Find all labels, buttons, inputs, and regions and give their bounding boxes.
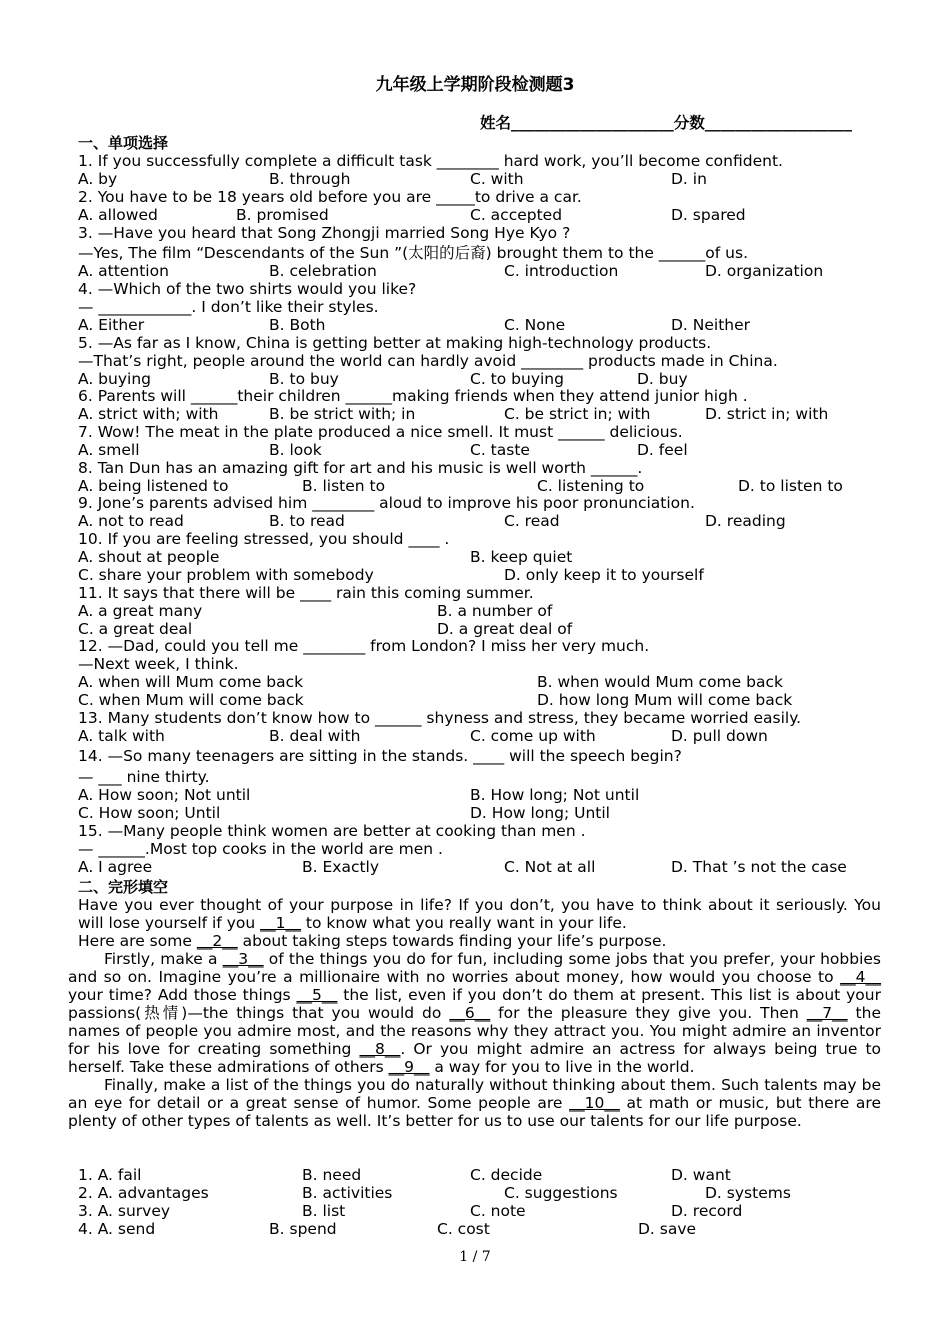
question-4-option-d: D. Neither — [671, 316, 751, 334]
question-7-stem: 7. Wow! The meat in the plate produced a nice smell. It must ______ delicious. — [78, 423, 683, 441]
name-blank: _____________________ — [511, 114, 674, 132]
question-9-option-b: B. to read — [269, 512, 345, 530]
question-10-option-b: B. keep quiet — [470, 548, 573, 566]
cloze-blank-1: __1__ — [260, 914, 301, 932]
cloze-4-option-d: D. save — [638, 1220, 697, 1238]
cloze-option-row-3 — [0, 1202, 950, 1220]
cloze-2-option-d: D. systems — [705, 1184, 791, 1202]
question-11-options — [0, 620, 950, 638]
question-11-option-a: A. a great many — [78, 602, 203, 620]
question-15-option-b: B. Exactly — [302, 858, 380, 876]
question-8-option-b: B. listen to — [302, 477, 386, 495]
cloze-passage — [68, 896, 881, 1130]
question-15-options — [0, 858, 950, 876]
question-8-option-d: D. to listen to — [738, 477, 843, 495]
cloze-paragraph-4: Finally, make a list of the things you do naturally without thinking about them. Such talents may be an eye for detail or a great sense of humor. Some people are __10__ at math or music, but there are plenty of other types of talents as well. It’s better for us to use our talents for our life purpose. — [68, 1076, 882, 1130]
cloze-paragraph-3: Firstly, make a __3__ of the things you do for fun, including some jobs that you prefer, your hobbies and so on. Imagine you’re a millionaire with no worries about money, how would you choose to __4__ your time? Add those things __5__ the list, even if you don’t do them at present. This list is about your passions(热情)—the things that you would do __6__ for the pleasure they give you. Then __7__ the names of people you admire most, and the reasons why they attract you. You might admire an inventor for his love for creating something __8__. Or you might admire an actress for always being true to herself. Take these admirations of others __9__ a way for you to live in the world. — [68, 950, 882, 1076]
question-8-option-c: C. listening to — [537, 477, 645, 495]
cloze-paragraph-2: Here are some __2__ about taking steps towards finding your life’s purpose. — [78, 932, 667, 950]
question-10-stem: 10. If you are feeling stressed, you should ____ . — [78, 530, 450, 548]
question-6-option-b: B. be strict with; in — [269, 405, 416, 423]
question-10-option-c: C. share your problem with somebody — [78, 566, 374, 584]
question-13-stem: 13. Many students don’t know how to ______ shyness and stress, they became worried easily. — [78, 709, 802, 727]
question-9-option-a: A. not to read — [78, 512, 184, 530]
cloze-blank-8: __8__ — [359, 1040, 401, 1058]
question-10-option-d: D. only keep it to yourself — [504, 566, 704, 584]
question-15-option-d: D. That ’s not the case — [671, 858, 847, 876]
question-14-options — [0, 786, 950, 804]
cloze-blank-6: __6__ — [449, 1004, 491, 1022]
cloze-1-option-c: C. decide — [470, 1166, 543, 1184]
question-11-option-c: C. a great deal — [78, 620, 193, 638]
question-1-option-b: B. through — [269, 170, 351, 188]
cloze-blank-3: __3__ — [222, 950, 264, 968]
question-4-option-b: B. Both — [269, 316, 326, 334]
question-10-options — [0, 548, 950, 566]
question-1-option-a: A. by — [78, 170, 118, 188]
question-4-stem: — ____________. I don’t like their styles. — [78, 298, 379, 316]
cloze-1-option-d: D. want — [671, 1166, 731, 1184]
page-number: 1 / 7 — [459, 1249, 491, 1265]
question-12-options — [0, 691, 950, 709]
cloze-blank-7: __7__ — [806, 1004, 848, 1022]
question-5-option-d: D. buy — [637, 370, 688, 388]
question-14-stem: 14. —So many teenagers are sitting in the stands. ____ will the speech begin? — [78, 747, 682, 765]
question-3-stem: —Yes, The film “Descendants of the Sun ”(太阳的后裔) brought them to the ______of us. — [78, 244, 748, 262]
question-2-option-d: D. spared — [671, 206, 746, 224]
question-13-options — [0, 727, 950, 745]
question-12-stem: 12. —Dad, could you tell me ________ from London? I miss her very much. — [78, 637, 650, 655]
question-2-options — [0, 206, 950, 224]
question-8-stem: 8. Tan Dun has an amazing gift for art and his music is well worth ______. — [78, 459, 643, 477]
section-title-cloze: 二、完形填空 — [78, 878, 169, 896]
question-7-option-d: D. feel — [637, 441, 688, 459]
question-3-option-a: A. attention — [78, 262, 169, 280]
cloze-2-option-c: C. suggestions — [504, 1184, 618, 1202]
question-3-option-b: B. celebration — [269, 262, 377, 280]
cloze-option-row-2 — [0, 1184, 950, 1202]
question-4-option-c: C. None — [504, 316, 566, 334]
question-1-option-c: C. with — [470, 170, 524, 188]
question-12-option-c: C. when Mum will come back — [78, 691, 304, 709]
question-9-options — [0, 512, 950, 530]
question-14-option-c: C. How soon; Until — [78, 804, 221, 822]
question-10-option-a: A. shout at people — [78, 548, 220, 566]
question-9-option-d: D. reading — [705, 512, 786, 530]
question-6-option-d: D. strict in; with — [705, 405, 829, 423]
name-score-line — [480, 114, 852, 132]
question-5-options — [0, 370, 950, 388]
question-5-option-b: B. to buy — [269, 370, 339, 388]
question-6-option-c: C. be strict in; with — [504, 405, 651, 423]
cloze-1-option-b: B. need — [302, 1166, 362, 1184]
question-6-options — [0, 405, 950, 423]
question-11-option-b: B. a number of — [437, 602, 553, 620]
question-12-option-d: D. how long Mum will come back — [537, 691, 793, 709]
question-8-options — [0, 477, 950, 495]
question-14-stem: — ___ nine thirty. — [78, 768, 210, 786]
question-12-option-b: B. when would Mum come back — [537, 673, 783, 691]
cloze-blank-9: __9__ — [388, 1058, 430, 1076]
question-15-option-a: A. I agree — [78, 858, 153, 876]
cloze-2-option-a: 2. A. advantages — [78, 1184, 209, 1202]
cloze-option-row-1 — [0, 1166, 950, 1184]
question-5-stem: 5. —As far as I know, China is getting better at making high-technology products. — [78, 334, 712, 352]
question-15-option-c: C. Not at all — [504, 858, 596, 876]
section-title-multiple-choice: 一、单项选择 — [78, 134, 169, 152]
question-2-option-a: A. allowed — [78, 206, 158, 224]
cloze-blank-10: __10__ — [569, 1094, 620, 1112]
question-14-option-b: B. How long; Not until — [470, 786, 640, 804]
question-7-option-c: C. taste — [470, 441, 530, 459]
question-2-option-c: C. accepted — [470, 206, 563, 224]
cloze-4-option-a: 4. A. send — [78, 1220, 156, 1238]
page-title: 九年级上学期阶段检测题3 — [375, 75, 575, 95]
question-13-option-b: B. deal with — [269, 727, 361, 745]
question-15-stem: 15. —Many people think women are better at cooking than men . — [78, 822, 586, 840]
question-3-option-d: D. organization — [705, 262, 824, 280]
question-3-options — [0, 262, 950, 280]
question-7-options — [0, 441, 950, 459]
question-4-options — [0, 316, 950, 334]
question-10-options — [0, 566, 950, 584]
cloze-3-option-a: 3. A. survey — [78, 1202, 171, 1220]
question-5-option-a: A. buying — [78, 370, 151, 388]
question-12-option-a: A. when will Mum come back — [78, 673, 304, 691]
question-14-options — [0, 804, 950, 822]
cloze-blank-5: __5__ — [296, 986, 338, 1004]
question-3-option-c: C. introduction — [504, 262, 619, 280]
question-14-option-a: A. How soon; Not until — [78, 786, 251, 804]
score-label: 分数 — [673, 114, 705, 132]
cloze-blank-2: __2__ — [196, 932, 238, 950]
cloze-3-option-c: C. note — [470, 1202, 526, 1220]
question-11-option-d: D. a great deal of — [437, 620, 573, 638]
question-8-option-a: A. being listened to — [78, 477, 229, 495]
question-5-option-c: C. to buying — [470, 370, 564, 388]
question-13-option-c: C. come up with — [470, 727, 596, 745]
question-15-stem: — ______.Most top cooks in the world are men . — [78, 840, 443, 858]
score-blank: ___________________ — [704, 114, 853, 132]
question-6-stem: 6. Parents will ______their children ______making friends when they attend junior high . — [78, 387, 748, 405]
question-1-stem: 1. If you successfully complete a difficult task ________ hard work, you’ll become confident. — [78, 152, 783, 170]
question-12-options — [0, 673, 950, 691]
cloze-3-option-b: B. list — [302, 1202, 346, 1220]
question-7-option-a: A. smell — [78, 441, 140, 459]
question-2-option-b: B. promised — [236, 206, 329, 224]
question-1-options — [0, 170, 950, 188]
cloze-4-option-c: C. cost — [437, 1220, 490, 1238]
question-13-option-a: A. talk with — [78, 727, 165, 745]
question-7-option-b: B. look — [269, 441, 322, 459]
question-11-stem: 11. It says that there will be ____ rain this coming summer. — [78, 584, 534, 602]
question-3-stem: 3. —Have you heard that Song Zhongji married Song Hye Kyo ? — [78, 224, 571, 242]
question-4-stem: 4. —Which of the two shirts would you like? — [78, 280, 417, 298]
question-9-stem: 9. Jone’s parents advised him ________ aloud to improve his poor pronunciation. — [78, 494, 695, 512]
question-11-options — [0, 602, 950, 620]
question-2-stem: 2. You have to be 18 years old before you are _____to drive a car. — [78, 188, 582, 206]
cloze-paragraph-1: Have you ever thought of your purpose in life? If you don’t, you have to think about it seriously. You will lose yourself if you __1__ to know what you really want in your life. — [78, 896, 881, 932]
question-5-stem: —That’s right, people around the world can hardly avoid ________ products made in China. — [78, 352, 778, 370]
question-14-option-d: D. How long; Until — [470, 804, 610, 822]
question-13-option-d: D. pull down — [671, 727, 768, 745]
cloze-3-option-d: D. record — [671, 1202, 743, 1220]
cloze-4-option-b: B. spend — [269, 1220, 337, 1238]
cloze-option-row-4 — [0, 1220, 950, 1238]
cloze-2-option-b: B. activities — [302, 1184, 393, 1202]
question-4-option-a: A. Either — [78, 316, 145, 334]
question-1-option-d: D. in — [671, 170, 707, 188]
question-9-option-c: C. read — [504, 512, 560, 530]
question-6-option-a: A. strict with; with — [78, 405, 219, 423]
question-12-stem: —Next week, I think. — [78, 655, 239, 673]
name-label: 姓名 — [480, 114, 512, 132]
cloze-1-option-a: 1. A. fail — [78, 1166, 142, 1184]
cloze-blank-4: __4__ — [840, 968, 881, 986]
